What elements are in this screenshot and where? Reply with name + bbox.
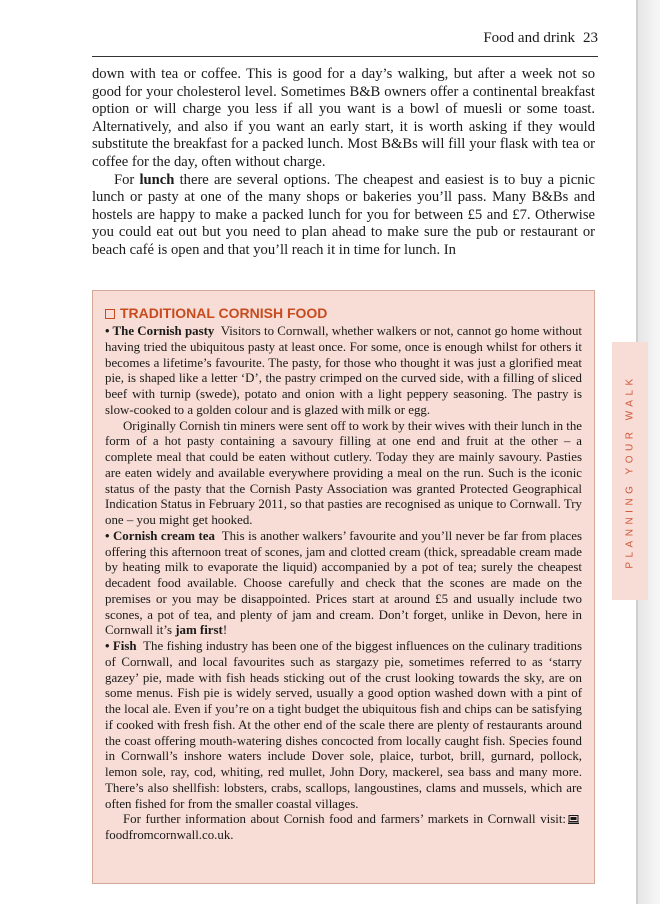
bullet-heading: • The Cornish pasty xyxy=(105,324,215,338)
box-paragraph-text: Visitors to Cornwall, whether walkers or not, cannot go home without having tried the ubiquitous pasty at least once. For some, once is enough whilst for others it becomes a lifetime’s favourite. The pasty, for those who thought it was just a glorified meat pie, is shaped like a letter ‘D’, the pastry crimped on the curved side, with a filling of sliced beef with turnip (swede), potato and onion with a light peppery seasoning. The pastry is slow-cooked to a golden colour and is glazed with milk or egg. xyxy=(105,324,582,417)
section-title: Food and drink xyxy=(483,30,575,46)
computer-icon xyxy=(568,815,579,824)
side-tab-text: PLANNING YOUR WALK xyxy=(624,373,636,569)
paragraph-text: down with tea or coffee. This is good for a day’s walking, but after a week not so good for your cholesterol level. Sometimes B&B owners offer a continental breakfast option or will charge you less if all you want is a bowl of muesli or some toast. Alternatively, and also if you want an early start, it is worth asking if they would substitute the breakfast for a packed lunch. Most B&Bs will fill your flask with tea or coffee for the day, often without charge. xyxy=(92,66,595,170)
box-paragraph-text: The fishing industry has been one of the biggest influences on the culinary traditions of Cornwall, and local favourites such as stargazy pie, sometimes referred to as ‘starry gazey’ pie, made with fish heads sticking out of the crust looking towards the sky, are on some menus. Fish pie is widely served, usually a good option washed down with a pint of the local ale. Even if you’re on a tight budget the ubiquitous fish and chips can be satisfying if cooked with fresh fish. At the other end of the scale there are plenty of restaurants around the coast offering mouth-watering dishes concocted from locally caught fish. Species found in Cornwall’s inshore waters include Dover sole, plaice, turbot, brill, gurnard, pollock, lemon sole, ray, cod, whiting, red mullet, John Dory, mackerel, sea bass and many more. There’s also shellfish: lobsters, crabs, scallops, langoustines, clams and mussels, which are often fished for from the smaller coastal villages. xyxy=(105,639,582,811)
paragraph xyxy=(92,172,595,260)
box-paragraph-text: For further information about Cornish food and farmers’ markets in Cornwall visit: xyxy=(123,812,566,827)
checkbox-icon xyxy=(105,309,115,319)
sidebar-box xyxy=(92,290,595,884)
box-paragraph xyxy=(105,529,582,639)
box-paragraph-text: Originally Cornish tin miners were sent off to work by their wives with their lunch in the form of a hot pasty containing a savoury filling at one end and fruit at the other – a complete meal that could be eaten without cutlery. Today they are mainly savoury. Pasties are eaten widely and available everywhere providing a meal on the run. Such is the iconic status of the pasty that the Cornish Pasty Association was granted Protected Geographical Indication Status in February 2011, so that pasties are recognised as unique to Cornwall. Try one – you might get hooked. xyxy=(105,418,582,527)
side-tab-label xyxy=(612,342,648,600)
page-number: 23 xyxy=(583,30,598,46)
bullet-heading: • Cornish cream tea xyxy=(105,528,215,543)
box-paragraph xyxy=(105,639,582,812)
website-link[interactable]: foodfromcornwall.co.uk. xyxy=(105,828,234,842)
bold-keyword: jam first xyxy=(175,623,223,638)
box-paragraph xyxy=(105,812,582,844)
paragraph xyxy=(92,66,595,172)
box-paragraph xyxy=(105,324,582,419)
box-title-text: TRADITIONAL CORNISH FOOD xyxy=(120,305,328,321)
box-title xyxy=(105,305,582,322)
box-paragraph xyxy=(105,419,582,529)
main-text xyxy=(92,66,595,260)
bullet-heading: • Fish xyxy=(105,639,137,653)
punctuation: ! xyxy=(222,623,228,638)
paragraph-text: there are several options. The cheapest and easiest is to buy a picnic lunch or pasty at one of the many shops or bakeries you’ll pass. Many B&Bs and hostels are happy to make a packed lunch for you for between £5 and £7. Otherwise you could eat out but you need to plan ahead to make sure the pub or restaurant or beach café is open and that you’ll reach it in time for lunch. In xyxy=(92,171,595,258)
header-rule xyxy=(92,56,598,57)
paragraph-text: For xyxy=(114,171,140,188)
running-header xyxy=(92,30,598,52)
bold-keyword: lunch xyxy=(139,171,175,188)
box-paragraph-text: This is another walkers’ favourite and you’ll never be far from places offering this afternoon treat of scones, jam and clotted cream (thick, spreadable cream made by heating milk to evaporate the liquid) accompanied by a pot of tea; surely the cheapest decadent food available. Choose carefully and check that the scones are made on the premises or you may be disappointed. Prices start at around £5 and usually include two scones, a pot of tea, and plenty of jam and cream. Don’t forget, unlike in Devon, here in Cornwall it’s xyxy=(105,528,582,638)
